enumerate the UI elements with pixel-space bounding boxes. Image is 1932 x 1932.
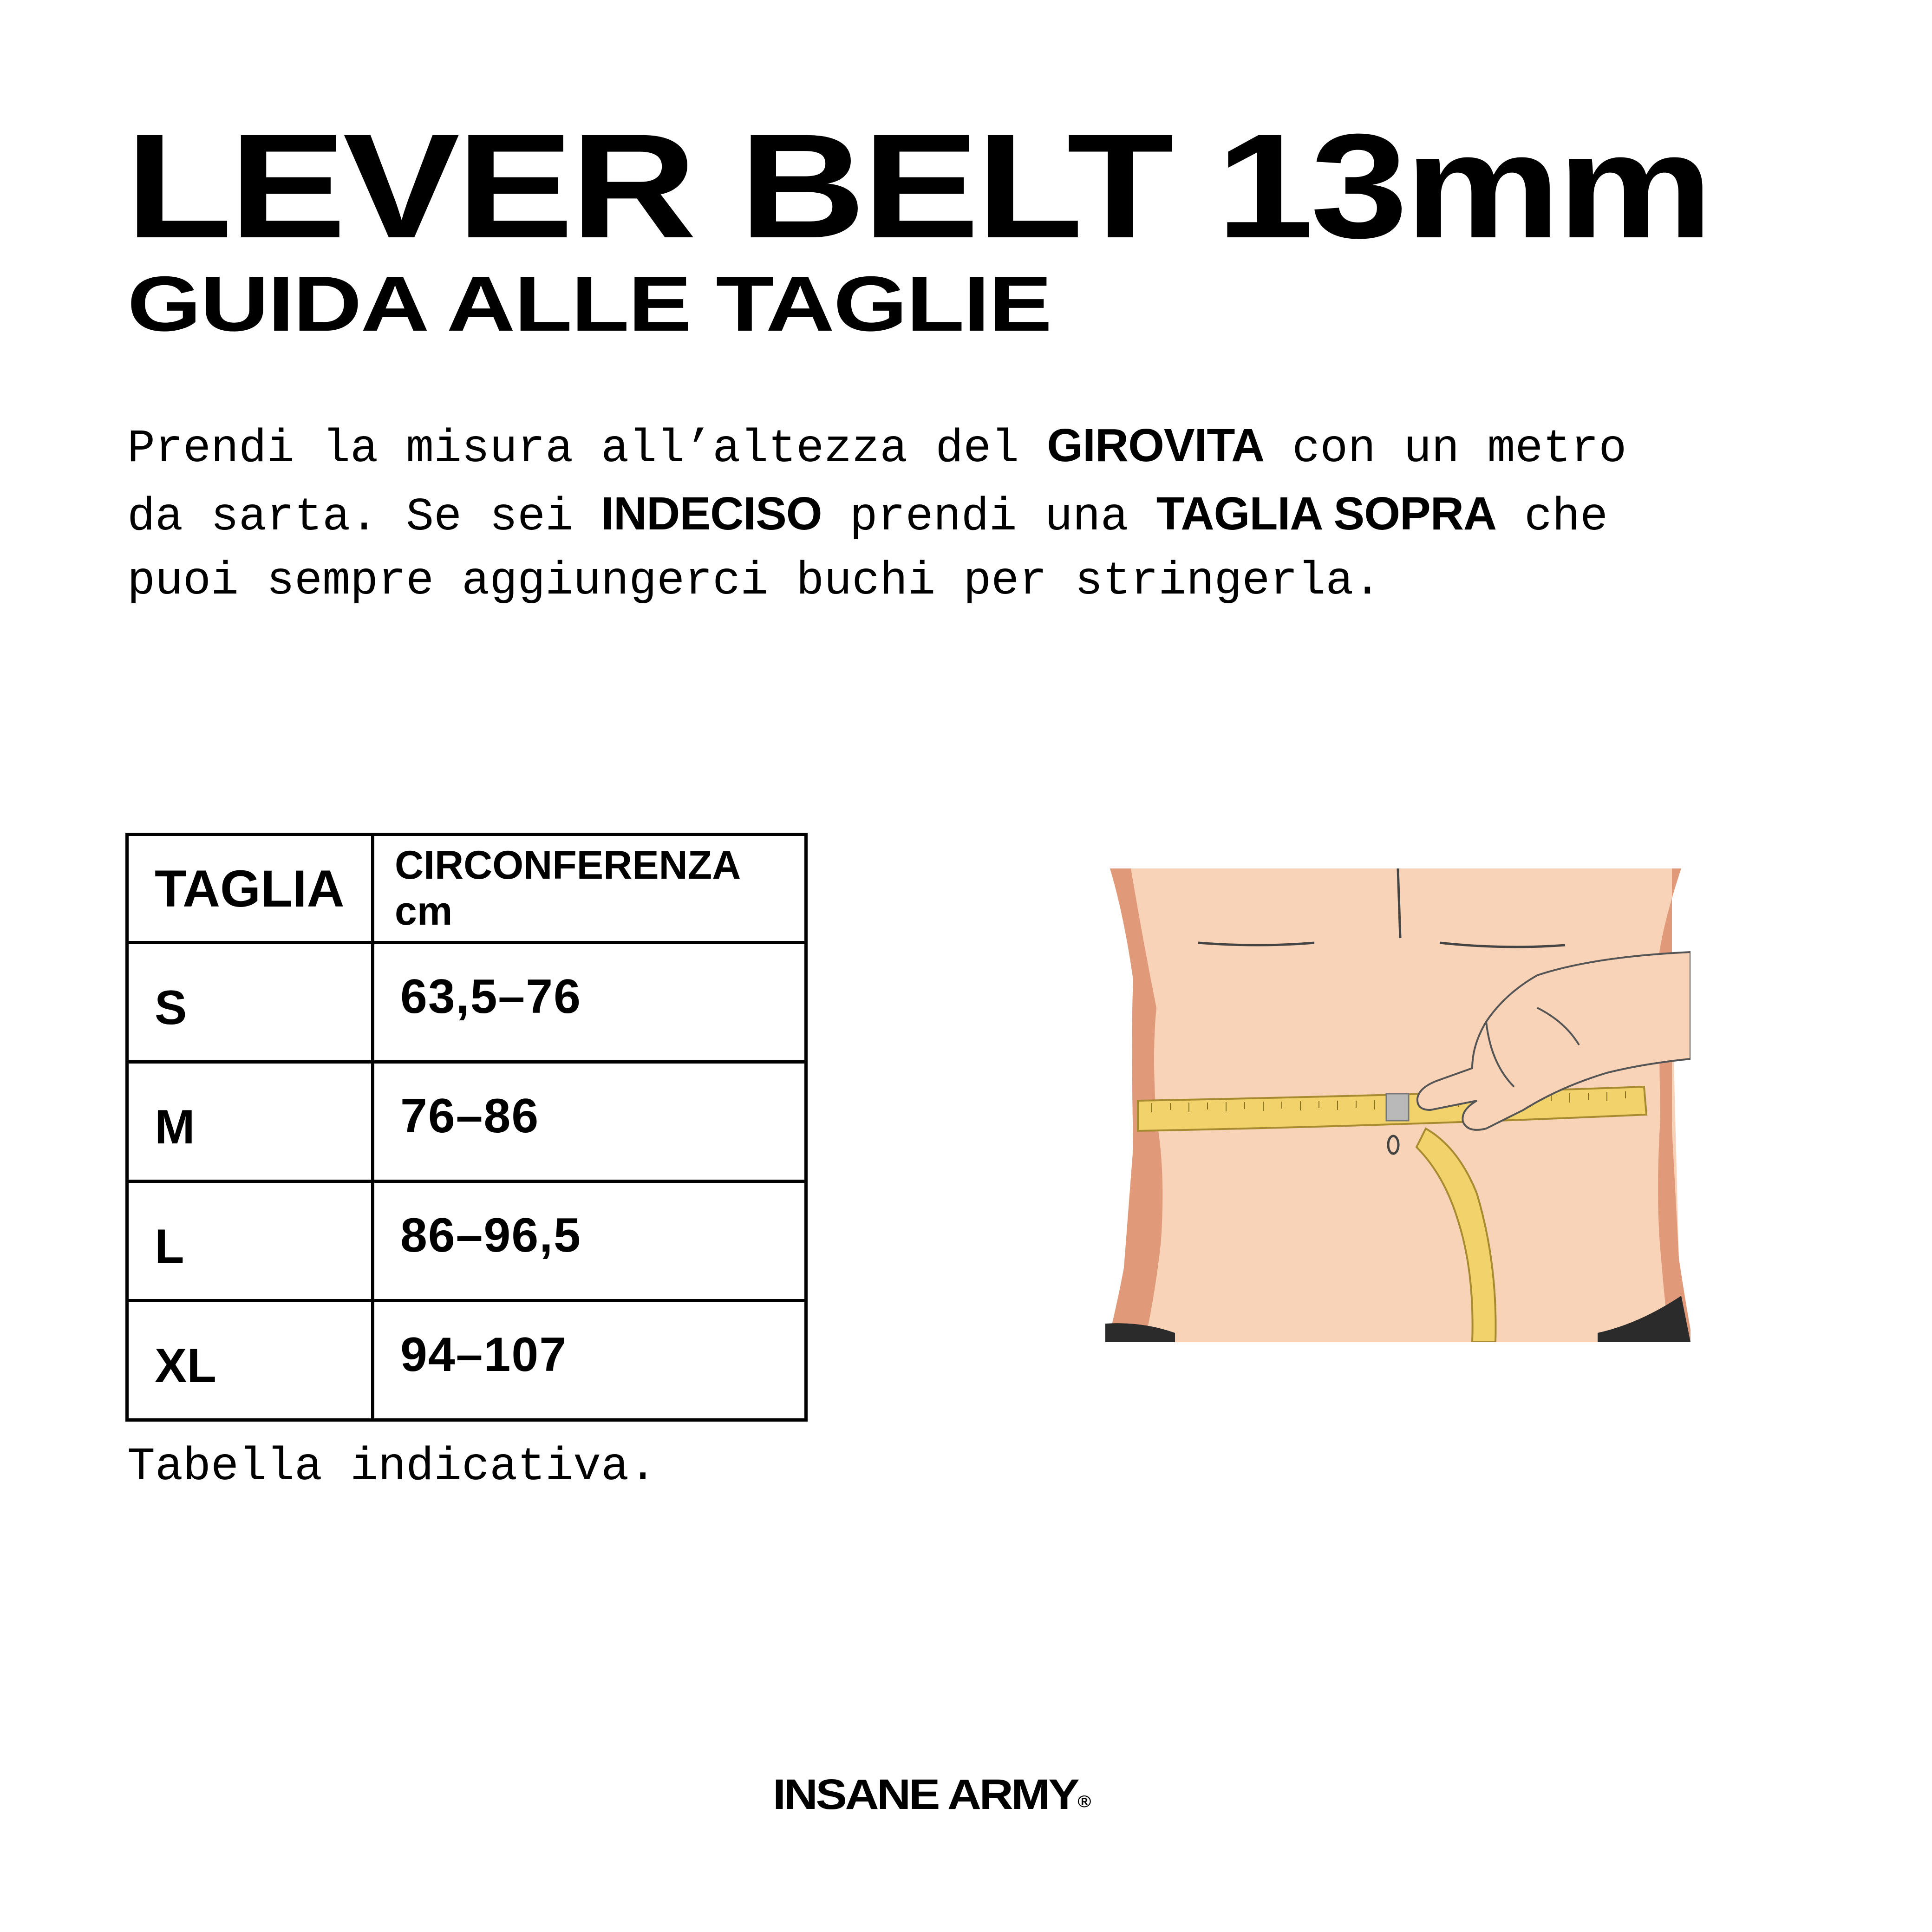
size-cell: M — [127, 1062, 373, 1181]
range-cell: 63,5–76 — [373, 943, 806, 1062]
brand-logo — [773, 1773, 1091, 1816]
intro-highlight-indeciso: INDECISO — [601, 488, 822, 540]
intro-text: da sarta. Se sei — [127, 491, 601, 544]
range-cell: 76–86 — [373, 1062, 806, 1181]
range-cell: 94–107 — [373, 1301, 806, 1420]
page-title: LEVER BELT 13mm — [125, 103, 1710, 269]
intro-highlight-taglia-sopra: TAGLIA SOPRA — [1156, 488, 1497, 540]
size-cell: S — [127, 943, 373, 1062]
registered-mark: ® — [1077, 1792, 1091, 1811]
size-cell: XL — [127, 1301, 373, 1420]
tape-clip — [1386, 1094, 1409, 1121]
intro-text: Prendi la misura all’altezza del — [127, 423, 1047, 476]
intro-text: con un metro — [1264, 423, 1627, 476]
range-cell: 86–96,5 — [373, 1181, 806, 1301]
intro-paragraph — [127, 413, 1706, 614]
table-row — [127, 943, 806, 1062]
size-table — [125, 833, 808, 1422]
header-circumference: CIRCONFERENZA cm — [373, 835, 806, 943]
header-size: TAGLIA — [127, 835, 373, 943]
table-row — [127, 1301, 806, 1420]
size-cell: L — [127, 1181, 373, 1301]
intro-highlight-girovita: GIROVITA — [1047, 419, 1265, 471]
intro-text: prendi una — [822, 491, 1156, 544]
intro-text: che — [1496, 491, 1608, 544]
table-note: Tabella indicativa. — [127, 1441, 657, 1494]
waist-measuring-tape-icon — [1105, 868, 1690, 1342]
table-header-row — [127, 835, 806, 943]
brand-name: INSANE ARMY — [773, 1771, 1078, 1818]
table-row — [127, 1181, 806, 1301]
page-subtitle: GUIDA ALLE TAGLIE — [127, 260, 1051, 347]
table-row — [127, 1062, 806, 1181]
intro-text: puoi sempre aggiungerci buchi per stringerla. — [127, 555, 1382, 608]
